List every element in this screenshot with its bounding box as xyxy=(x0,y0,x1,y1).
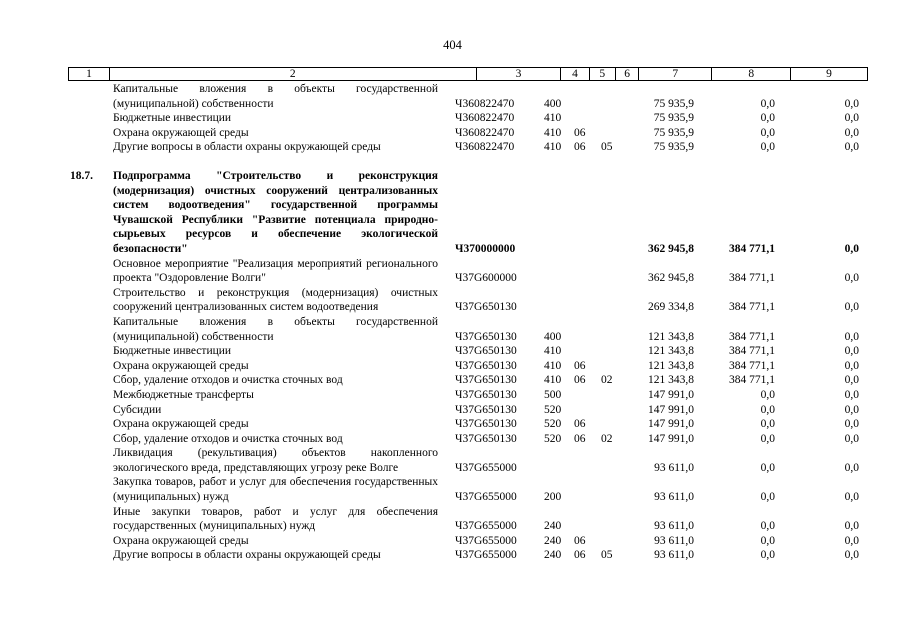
row-value-7: 93 611,0 xyxy=(654,491,694,504)
row-value-7: 121 343,8 xyxy=(648,330,694,343)
header-col-8: 8 xyxy=(712,68,791,80)
row-value-8: 0,0 xyxy=(760,112,775,125)
row-col5: 06 xyxy=(574,126,586,139)
row-name: Строительство и реконструкция (модернизация) очистных сооружений централизованных систем водоотведения xyxy=(113,286,438,314)
row-col4: 240 xyxy=(544,534,562,547)
row-value-7: 147 991,0 xyxy=(648,388,694,401)
row-name: Охрана окружающей среды xyxy=(113,534,249,547)
row-value-8: 0,0 xyxy=(760,549,775,562)
table-row xyxy=(0,417,905,432)
table-row xyxy=(0,548,905,563)
table-row xyxy=(0,126,905,141)
row-col4: 410 xyxy=(544,126,562,139)
row-value-9: 0,0 xyxy=(844,491,859,504)
row-code: Ч37G650130 xyxy=(455,403,517,416)
row-col4: 410 xyxy=(544,141,562,154)
row-code: Ч360822470 xyxy=(455,97,515,110)
row-value-9: 0,0 xyxy=(844,330,859,343)
row-col5: 06 xyxy=(574,432,586,445)
row-value-8: 384 771,1 xyxy=(729,272,775,285)
row-value-7: 75 935,9 xyxy=(653,97,694,110)
table-row xyxy=(0,257,905,286)
row-name: Охрана окружающей среды xyxy=(113,418,249,431)
row-value-7: 121 343,8 xyxy=(648,345,694,358)
page-number: 404 xyxy=(443,38,462,52)
row-value-9: 0,0 xyxy=(844,461,859,474)
row-col4: 410 xyxy=(544,112,562,125)
table-row xyxy=(0,373,905,388)
row-code: Ч37G600000 xyxy=(455,272,517,285)
row-value-9: 0,0 xyxy=(844,403,859,416)
row-value-9: 0,0 xyxy=(844,141,859,154)
row-value-7: 362 945,8 xyxy=(648,272,694,285)
row-name: Охрана окружающей среды xyxy=(113,359,249,372)
row-name: Подпрограмма "Строительство и реконструкция (модернизация) очистных сооружений централизованных систем водоотведения" государственной программы Чувашской Республики "Развитие потенциала природно-сырьевых ресурсов и обеспечение экологической безопасности" xyxy=(113,169,438,255)
row-col5: 06 xyxy=(574,374,586,387)
row-code: Ч37G650130 xyxy=(455,359,517,372)
header-col-7: 7 xyxy=(639,68,712,80)
row-code: Ч360822470 xyxy=(455,126,515,139)
row-code: Ч37G650130 xyxy=(455,418,517,431)
row-name: Бюджетные инвестиции xyxy=(113,345,232,358)
row-name: Межбюджетные трансферты xyxy=(113,388,254,401)
header-col-4: 4 xyxy=(561,68,589,80)
row-name: Капитальные вложения в объекты государственной (муниципальной) собственности xyxy=(113,315,438,343)
row-value-7: 93 611,0 xyxy=(654,520,694,533)
table-row xyxy=(0,344,905,359)
table-row xyxy=(0,432,905,447)
row-value-8: 384 771,1 xyxy=(729,242,775,255)
row-value-7: 147 991,0 xyxy=(648,403,694,416)
row-value-7: 93 611,0 xyxy=(654,549,694,562)
row-value-7: 121 343,8 xyxy=(648,374,694,387)
row-value-8: 0,0 xyxy=(760,97,775,110)
row-col6: 02 xyxy=(601,374,613,387)
row-col4: 240 xyxy=(544,549,562,562)
row-value-8: 384 771,1 xyxy=(729,345,775,358)
row-value-9: 0,0 xyxy=(844,388,859,401)
header-col-2: 2 xyxy=(110,68,477,80)
row-value-8: 0,0 xyxy=(760,141,775,154)
row-code: Ч360822470 xyxy=(455,112,515,125)
row-name: Субсидии xyxy=(113,403,162,416)
row-col4: 240 xyxy=(544,520,562,533)
row-col4: 520 xyxy=(544,403,562,416)
row-value-9: 0,0 xyxy=(844,534,859,547)
row-col5: 06 xyxy=(574,359,586,372)
row-col4: 200 xyxy=(544,491,562,504)
table-row xyxy=(0,140,905,155)
row-value-7: 147 991,0 xyxy=(648,432,694,445)
row-value-9: 0,0 xyxy=(844,242,859,255)
row-name: Сбор, удаление отходов и очистка сточных вод xyxy=(113,432,343,445)
table-row xyxy=(0,169,905,257)
row-col6: 05 xyxy=(601,141,613,154)
row-name: Основное мероприятие "Реализация мероприятий регионального проекта "Оздоровление Волги" xyxy=(113,257,438,285)
row-value-8: 0,0 xyxy=(760,388,775,401)
row-code: Ч37G650130 xyxy=(455,432,517,445)
row-col4: 500 xyxy=(544,388,562,401)
row-col4: 410 xyxy=(544,374,562,387)
row-name: Закупка товаров, работ и услуг для обеспечения государственных (муниципальных) нужд xyxy=(113,476,438,504)
table-row xyxy=(0,534,905,549)
row-col4: 520 xyxy=(544,418,562,431)
table-row xyxy=(0,403,905,418)
table-row xyxy=(0,82,905,111)
row-spacer xyxy=(0,155,905,169)
row-value-9: 0,0 xyxy=(844,272,859,285)
row-value-9: 0,0 xyxy=(844,549,859,562)
table-row xyxy=(0,286,905,315)
row-value-7: 121 343,8 xyxy=(648,359,694,372)
row-name: Ликвидация (рекультивация) объектов накопленного экологического вреда, представляющих угрозу реке Волге xyxy=(113,447,438,474)
row-value-8: 0,0 xyxy=(760,491,775,504)
row-value-9: 0,0 xyxy=(844,520,859,533)
row-col4: 400 xyxy=(544,97,562,110)
row-value-8: 384 771,1 xyxy=(729,359,775,372)
row-value-9: 0,0 xyxy=(844,345,859,358)
row-value-7: 93 611,0 xyxy=(654,461,694,474)
row-value-8: 0,0 xyxy=(760,418,775,431)
row-value-8: 384 771,1 xyxy=(729,301,775,314)
row-code: Ч37G655000 xyxy=(455,534,517,547)
row-value-9: 0,0 xyxy=(844,97,859,110)
row-value-8: 0,0 xyxy=(760,432,775,445)
row-value-9: 0,0 xyxy=(844,432,859,445)
row-name: Другие вопросы в области охраны окружающей среды xyxy=(113,141,381,154)
row-value-8: 0,0 xyxy=(760,534,775,547)
row-col6: 02 xyxy=(601,432,613,445)
row-col4: 520 xyxy=(544,432,562,445)
row-value-9: 0,0 xyxy=(844,418,859,431)
row-code: Ч37G655000 xyxy=(455,491,517,504)
row-value-9: 0,0 xyxy=(844,126,859,139)
row-col4: 410 xyxy=(544,345,562,358)
table-body xyxy=(0,82,905,563)
row-value-8: 0,0 xyxy=(760,403,775,416)
row-code: Ч37G650130 xyxy=(455,388,517,401)
row-value-8: 0,0 xyxy=(760,461,775,474)
row-name: Иные закупки товаров, работ и услуг для обеспечения государственных (муниципальных) нужд xyxy=(113,505,438,533)
header-col-1: 1 xyxy=(69,68,110,80)
row-value-9: 0,0 xyxy=(844,359,859,372)
row-col6: 05 xyxy=(601,549,613,562)
row-value-7: 75 935,9 xyxy=(653,141,694,154)
table-row xyxy=(0,505,905,534)
row-col5: 06 xyxy=(574,141,586,154)
row-code: Ч370000000 xyxy=(455,242,516,255)
table-row xyxy=(0,388,905,403)
row-code: Ч37G650130 xyxy=(455,330,517,343)
header-col-3: 3 xyxy=(477,68,562,80)
row-value-8: 0,0 xyxy=(760,520,775,533)
row-code: Ч37G655000 xyxy=(455,549,517,562)
header-col-6: 6 xyxy=(616,68,639,80)
row-value-7: 75 935,9 xyxy=(653,112,694,125)
header-col-5: 5 xyxy=(590,68,616,80)
row-code: Ч360822470 xyxy=(455,141,515,154)
table-row xyxy=(0,475,905,504)
row-value-8: 384 771,1 xyxy=(729,330,775,343)
row-name: Охрана окружающей среды xyxy=(113,126,249,139)
row-code: Ч37G655000 xyxy=(455,520,517,533)
row-name: Капитальные вложения в объекты государственной (муниципальной) собственности xyxy=(113,83,438,110)
row-value-7: 362 945,8 xyxy=(648,242,694,255)
row-value-7: 269 334,8 xyxy=(648,301,694,314)
table-row xyxy=(0,446,905,475)
row-name: Бюджетные инвестиции xyxy=(113,112,232,125)
row-col5: 06 xyxy=(574,549,586,562)
row-code: Ч37G650130 xyxy=(455,345,517,358)
table-header-row xyxy=(68,67,868,81)
row-col5: 06 xyxy=(574,534,586,547)
row-name: Другие вопросы в области охраны окружающей среды xyxy=(113,549,381,562)
row-col5: 06 xyxy=(574,418,586,431)
table-row xyxy=(0,359,905,374)
table-row xyxy=(0,315,905,344)
row-col4: 400 xyxy=(544,330,562,343)
row-value-8: 384 771,1 xyxy=(729,374,775,387)
row-value-9: 0,0 xyxy=(844,112,859,125)
row-value-9: 0,0 xyxy=(844,374,859,387)
row-code: Ч37G650130 xyxy=(455,301,517,314)
row-number: 18.7. xyxy=(70,169,93,182)
row-value-7: 93 611,0 xyxy=(654,534,694,547)
table-row xyxy=(0,111,905,126)
row-code: Ч37G650130 xyxy=(455,374,517,387)
row-value-8: 0,0 xyxy=(760,126,775,139)
row-code: Ч37G655000 xyxy=(455,461,517,474)
row-value-9: 0,0 xyxy=(844,301,859,314)
row-value-7: 75 935,9 xyxy=(653,126,694,139)
row-value-7: 147 991,0 xyxy=(648,418,694,431)
row-name: Сбор, удаление отходов и очистка сточных вод xyxy=(113,374,343,387)
header-col-9: 9 xyxy=(826,68,832,80)
row-col4: 410 xyxy=(544,359,562,372)
